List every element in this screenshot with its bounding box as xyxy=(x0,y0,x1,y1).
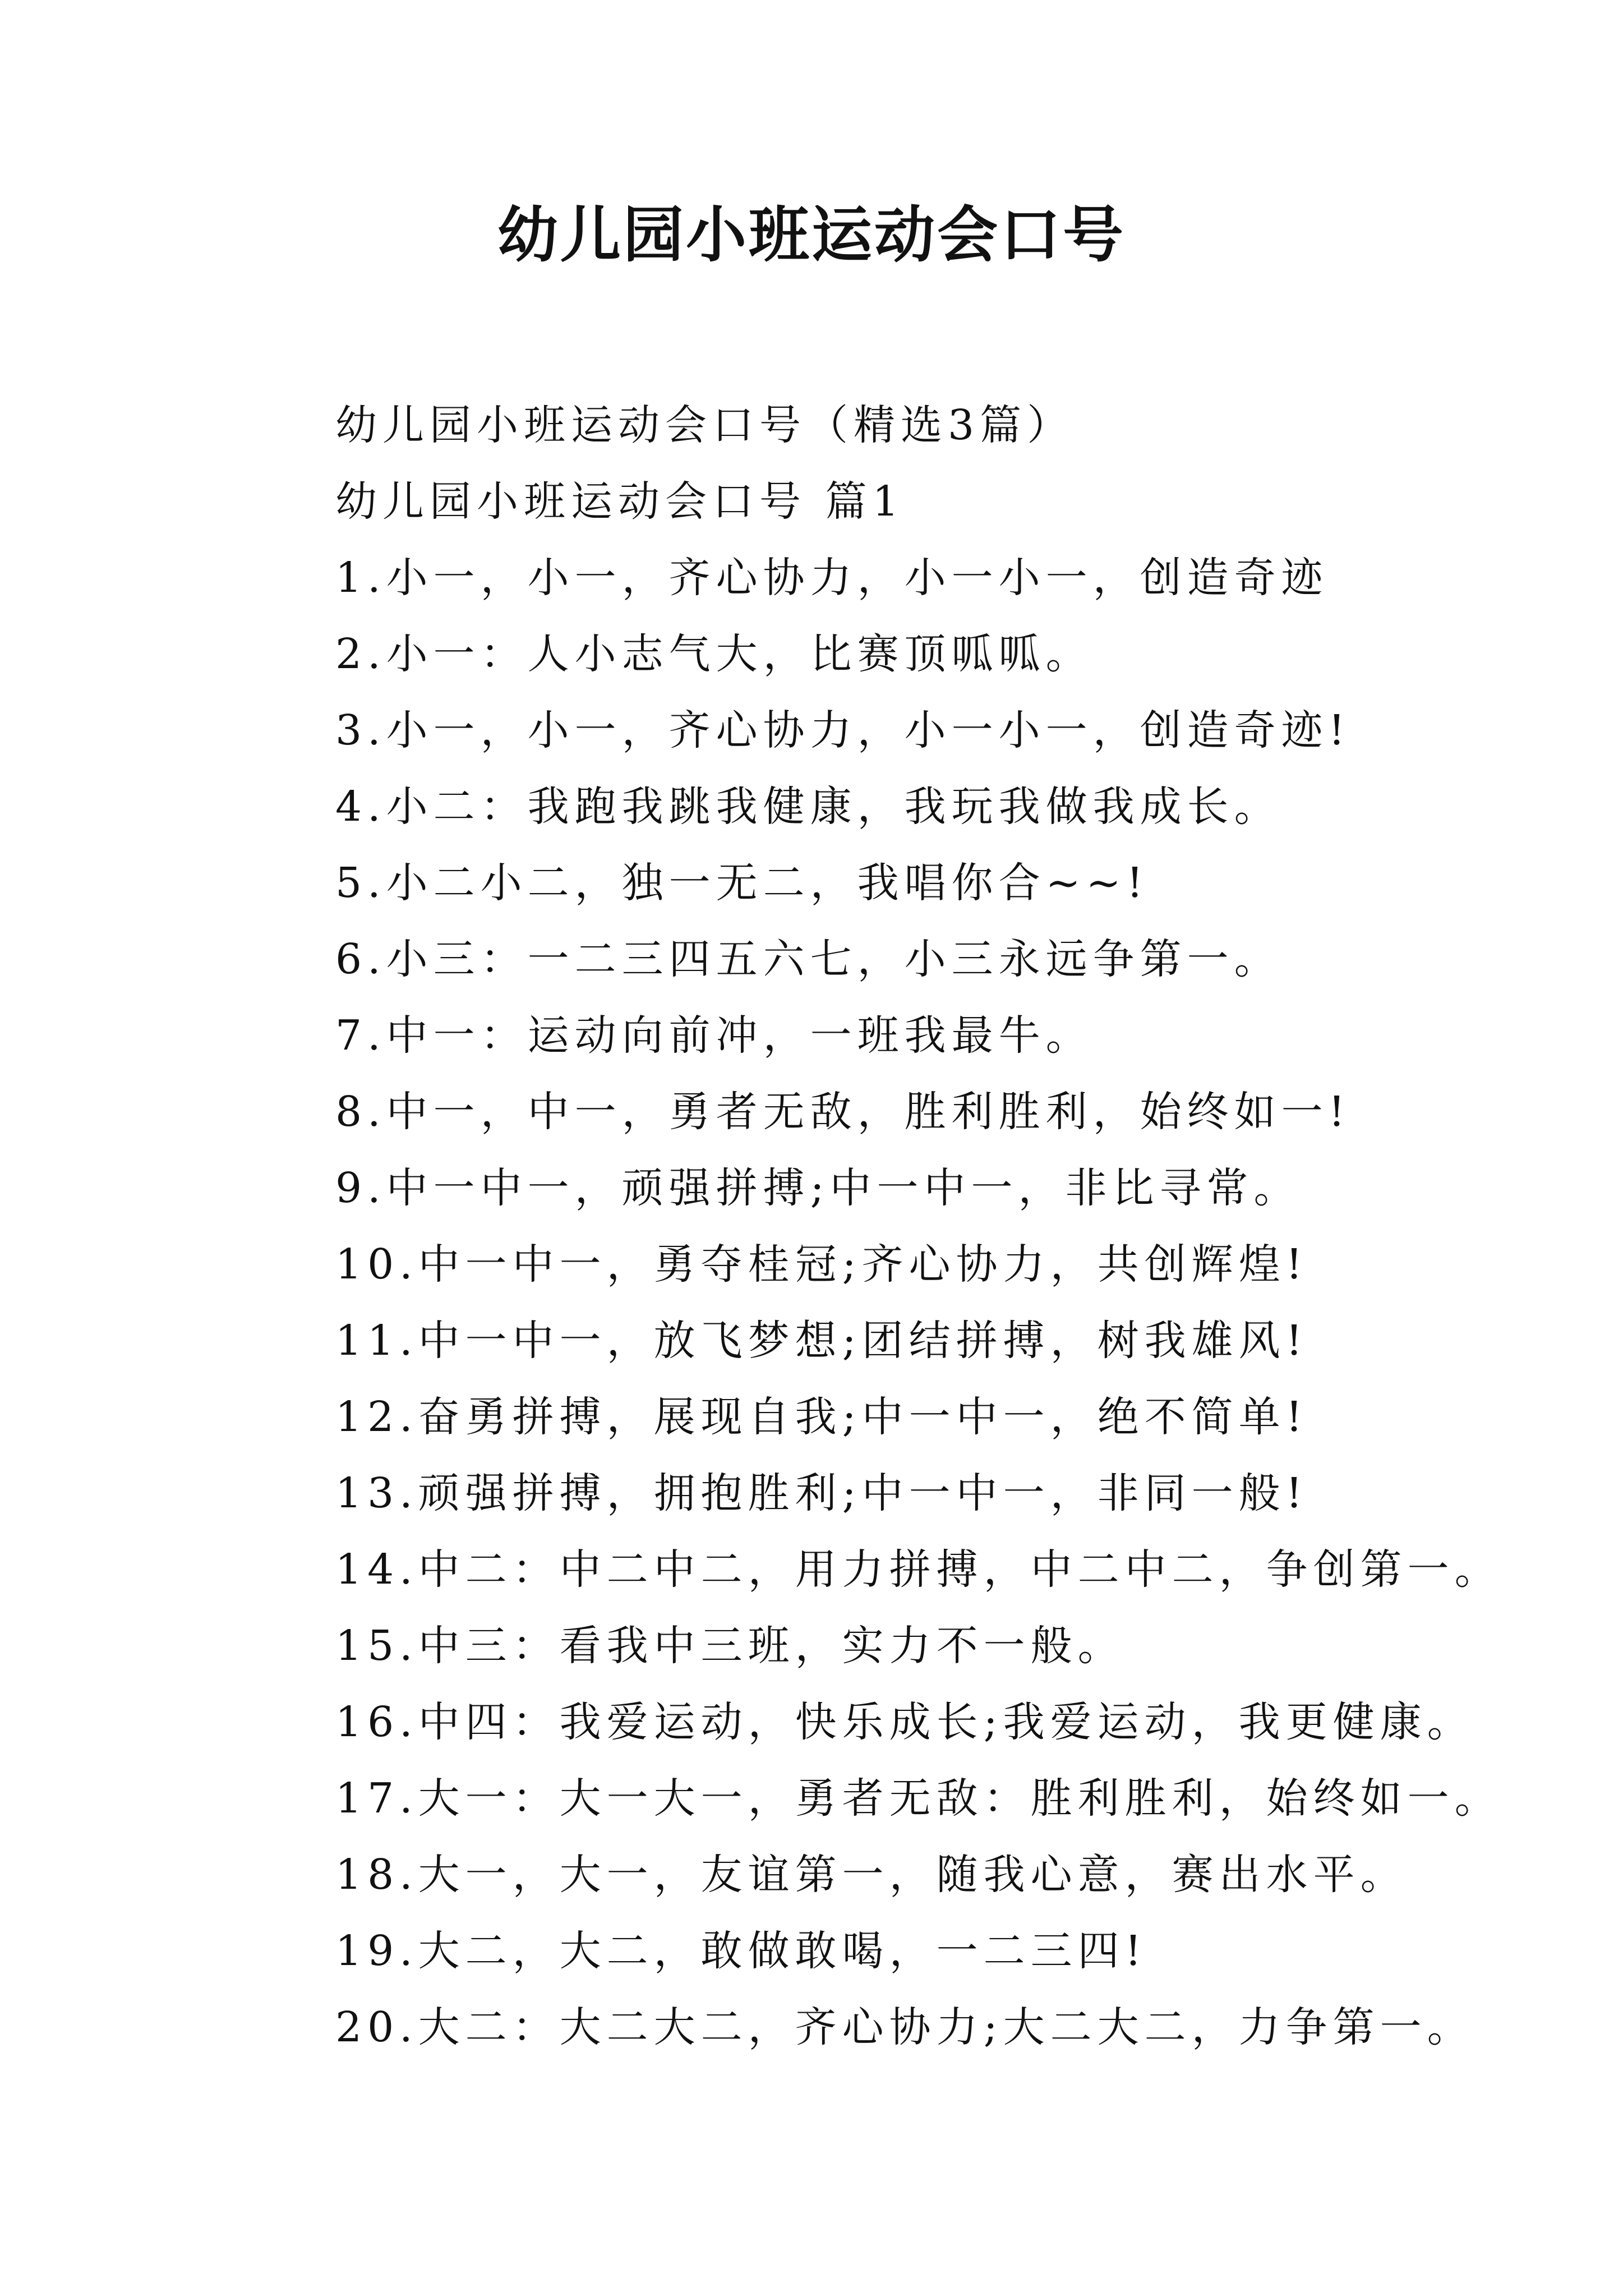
slogan-item: 15.中三：看我中三班，实力不一般。 xyxy=(335,1622,1125,1670)
slogan-item: 11.中一中一，放飞梦想;团结拼搏，树我雄风! xyxy=(335,1317,1308,1365)
slogan-item: 20.大二：大二大二，齐心协力;大二大二，力争第一。 xyxy=(335,2003,1474,2051)
slogan-item: 3.小一，小一，齐心协力，小一小一，创造奇迹! xyxy=(335,706,1351,754)
slogan-item: 5.小二小二，独一无二，我唱你合~~! xyxy=(335,859,1149,907)
slogan-item: 1.小一，小一，齐心协力，小一小一，创造奇迹 xyxy=(335,554,1329,602)
slogan-item: 2.小一：人小志气大，比赛顶呱呱。 xyxy=(335,630,1093,678)
slogan-item: 14.中二：中二中二，用力拼搏，中二中二，争创第一。 xyxy=(335,1545,1502,1594)
slogan-item: 4.小二：我跑我跳我健康，我玩我做我成长。 xyxy=(335,783,1281,831)
slogan-item: 7.中一：运动向前冲，一班我最牛。 xyxy=(335,1011,1093,1060)
slogan-item: 13.顽强拼搏，拥抱胜利;中一中一，非同一般! xyxy=(335,1469,1308,1517)
slogan-item: 6.小三：一二三四五六七，小三永远争第一。 xyxy=(335,935,1281,983)
slogan-item: 18.大一，大一，友谊第一，随我心意，赛出水平。 xyxy=(335,1851,1408,1899)
document-title: 幼儿园小班运动会口号 xyxy=(497,200,1126,270)
slogan-item: 17.大一：大一大一，勇者无敌：胜利胜利，始终如一。 xyxy=(335,1774,1502,1823)
section-heading: 幼儿园小班运动会口号 篇1 xyxy=(335,477,905,526)
slogan-item: 19.大二，大二，敢做敢喝，一二三四! xyxy=(335,1927,1147,1975)
document-subtitle: 幼儿园小班运动会口号（精选3篇） xyxy=(335,401,1075,449)
slogan-item: 10.中一中一，勇夺桂冠;齐心协力，共创辉煌! xyxy=(335,1240,1308,1289)
slogan-item: 12.奋勇拼搏，展现自我;中一中一，绝不简单! xyxy=(335,1393,1308,1441)
document-body xyxy=(335,387,1580,2065)
slogan-item: 8.中一，中一，勇者无敌，胜利胜利，始终如一! xyxy=(335,1088,1351,1136)
slogan-item: 16.中四：我爱运动，快乐成长;我爱运动，我更健康。 xyxy=(335,1698,1474,1746)
slogan-item: 9.中一中一，顽强拼搏;中一中一，非比寻常。 xyxy=(335,1164,1301,1212)
